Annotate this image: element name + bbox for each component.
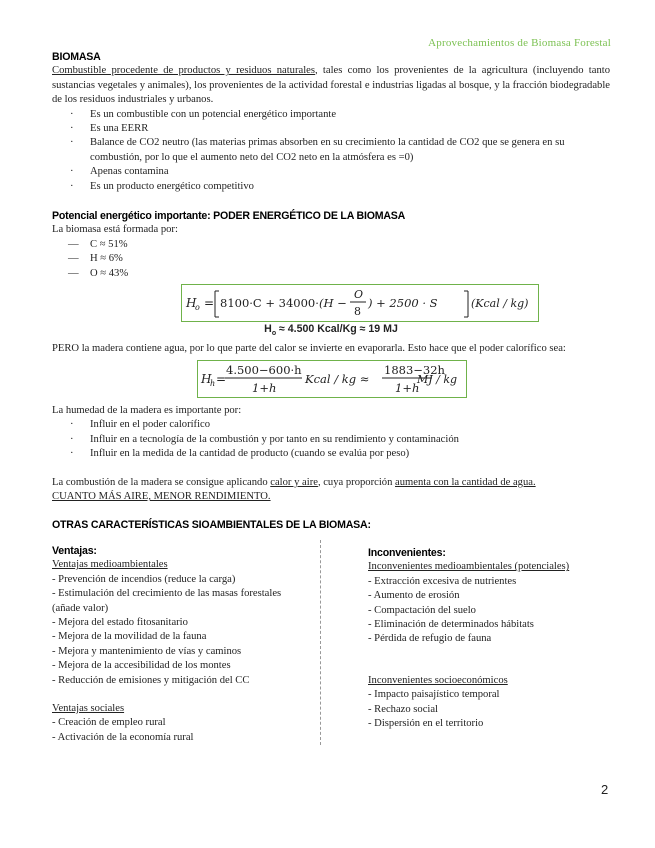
section-title-biomasa: BIOMASA xyxy=(52,51,101,63)
list-item: - Pérdida de refugio de fauna xyxy=(368,633,492,645)
formula2-num2: 1883−32h xyxy=(384,363,445,377)
list-item: - Mejora de la accesibilidad de los montes xyxy=(52,660,231,672)
formula1-open: (H − xyxy=(319,296,347,310)
list-item: - Creación de empleo rural xyxy=(52,717,166,729)
combustion-u3: CUANTO MÁS AIRE, MENOR RENDIMIENTO. xyxy=(52,491,271,503)
list-item: - Mejora y mantenimiento de vías y caminos xyxy=(52,645,242,657)
formula2-den2: 1+h xyxy=(395,381,420,395)
combustion-pre: La combustión de la madera se consigue aplicando xyxy=(52,476,271,488)
pero-text: PERO la madera contiene agua, por lo que parte del calor se invierte en evaporarla. Esto hace que el poder calorífico sea: xyxy=(52,342,566,354)
biomasa-bullets xyxy=(52,108,610,194)
humedad-intro: La humedad de la madera es importante por: xyxy=(52,405,242,417)
inconv-med-title: Inconvenientes medioambientales (potenciales) xyxy=(368,561,570,573)
list-item: — O ≈ 43% xyxy=(68,267,610,281)
combustion-mid: , cuya proporción xyxy=(317,476,396,488)
result-rest: ≈ 4.500 Kcal/Kg ≈ 19 MJ xyxy=(276,323,398,336)
formula1-unit: (Kcal / kg) xyxy=(471,297,529,310)
inconvenientes-column xyxy=(368,544,608,731)
ventajas-med-title: Ventajas medioambientales xyxy=(52,559,168,571)
formula2-unit2: MJ / kg xyxy=(417,373,458,386)
page-number: 2 xyxy=(601,782,609,797)
list-item: · Balance de CO2 neutro (las materias primas absorben en su crecimiento la cantidad de CO2 que se genera en su combustión, por lo que el aumento neto del CO2 neto en la atmósfera es =0) xyxy=(68,136,610,165)
running-header: Aprovechamientos de Biomasa Forestal xyxy=(428,37,611,49)
formula-moist-power xyxy=(197,360,467,398)
list-item: - Estimulación del crecimiento de las masas forestales (añade valor) xyxy=(52,588,282,614)
list-item: — C ≈ 51% xyxy=(68,238,610,252)
formula2-unit1: Kcal / kg ≈ xyxy=(305,372,370,386)
section-title-otras: OTRAS CARACTERÍSTICAS SIOAMBIENTALES DE LA BIOMASA: xyxy=(52,519,371,532)
formula1-lhs: H xyxy=(186,296,197,310)
column-separator xyxy=(320,540,321,745)
list-item: - Eliminación de determinados hábitats xyxy=(368,619,534,631)
formula2-den1: 1+h xyxy=(252,381,277,395)
list-item: - Mejora de la movilidad de la fauna xyxy=(52,631,207,643)
list-item: - Dispersión en el territorio xyxy=(368,718,484,730)
formed-by-text: La biomasa está formada por: xyxy=(52,224,178,236)
biomasa-intro xyxy=(52,64,610,107)
formula2-num1: 4.500−600·h xyxy=(226,363,302,377)
ventajas-title: Ventajas: xyxy=(52,545,97,557)
list-item: - Extracción excesiva de nutrientes xyxy=(368,575,517,587)
list-item: · Es una EERR xyxy=(68,122,610,136)
combustion-u1: calor y aire xyxy=(270,476,318,488)
formula1-frac-num: O xyxy=(354,288,364,301)
formula-2-svg xyxy=(198,361,466,397)
section-title-potencial: Potencial energético importante: PODER ENERGÉTICO DE LA BIOMASA xyxy=(52,210,406,223)
combustion-u2: aumenta con la cantidad de agua. xyxy=(395,476,536,488)
inconv-soc-title: Inconvenientes socioeconómicos xyxy=(368,674,508,686)
page-content xyxy=(52,50,610,743)
result-h: H xyxy=(264,323,272,336)
calorific-result xyxy=(52,322,610,342)
ventajas-column xyxy=(52,544,302,745)
intro-underlined: Combustible procedente de productos y residuos naturales xyxy=(52,65,315,77)
composition-list xyxy=(52,238,610,281)
list-item: - Prevención de incendios (reduce la carga) xyxy=(52,573,236,585)
formula1-lhs-sub: o xyxy=(195,303,200,312)
list-item: · Influir en a tecnología de la combustión y por tanto en su rendimiento y contaminación xyxy=(68,433,610,447)
formula2-lhs: H xyxy=(201,372,212,386)
formula2-lhs-sub: h xyxy=(210,379,216,388)
list-item: · Influir en la medida de la cantidad de producto (cuando se evalúa por peso) xyxy=(68,447,610,461)
list-item: — H ≈ 6% xyxy=(68,252,610,266)
formula1-eq: = xyxy=(204,296,215,310)
formula-1-svg xyxy=(182,285,538,321)
formula1-term1: 8100·C + 34000· xyxy=(220,296,319,310)
list-item: - Aumento de erosión xyxy=(368,590,460,602)
list-item: - Rechazo social xyxy=(368,703,439,715)
humedad-bullets xyxy=(52,418,610,461)
combustion-text xyxy=(52,476,610,505)
list-item: - Impacto paisajístico temporal xyxy=(368,689,500,701)
intro-rest: , tales como los provenientes de la agricultura (incluyendo tanto sustancias vegetales y animales), los provenientes de la actividad forestal e industrias ligadas al bosque, y la fracción biodegradable de los residuos industriales y urbanos. xyxy=(52,65,610,106)
list-item: - Reducción de emisiones y mitigación del CC xyxy=(52,674,250,686)
list-item: - Mejora del estado fitosanitario xyxy=(52,617,188,629)
formula1-frac-den: 8 xyxy=(354,305,361,318)
inconv-title: Inconvenientes: xyxy=(368,547,446,559)
list-item: · Apenas contamina xyxy=(68,165,610,179)
list-item: - Activación de la economía rural xyxy=(52,731,194,743)
list-item: · Es un combustible con un potencial energético importante xyxy=(68,108,610,122)
list-item: · Es un producto energético competitivo xyxy=(68,180,610,194)
formula-calorific-power xyxy=(181,284,539,322)
formula1-close: ) + 2500 · S xyxy=(368,296,438,310)
result-sub: o xyxy=(271,330,277,338)
ventajas-soc-title: Ventajas sociales xyxy=(52,703,125,715)
list-item: · Influir en el poder calorífico xyxy=(68,418,610,432)
list-item: - Compactación del suelo xyxy=(368,604,476,616)
formula2-eq: = xyxy=(216,372,227,386)
